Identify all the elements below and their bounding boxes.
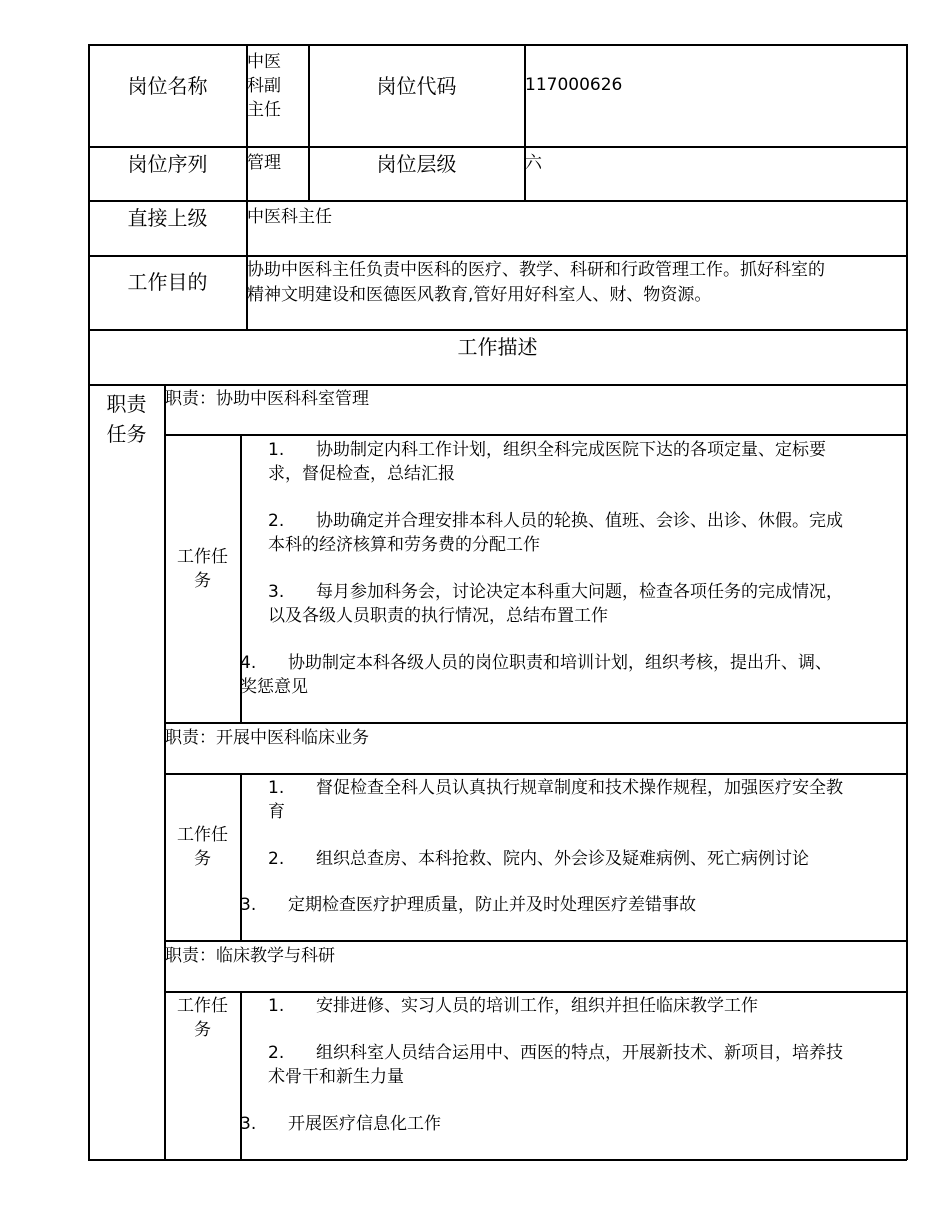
task-label-line: 工作任 xyxy=(177,825,228,845)
task-text-line: 求，督促检查，总结汇报 xyxy=(268,464,455,484)
task-number: 1. xyxy=(268,778,285,798)
task-text-line: 定期检查医疗护理质量，防止并及时处理医疗差错事故 xyxy=(288,895,696,915)
col-divider xyxy=(164,384,166,1160)
row-divider xyxy=(88,146,907,148)
task-text-line: 协助制定本科各级人员的岗位职责和培训计划，组织考核，提出升、调、 xyxy=(288,653,832,673)
task-number: 1. xyxy=(268,996,285,1016)
task-text-line: 以及各级人员职责的执行情况，总结布置工作 xyxy=(268,606,608,626)
task-text-line: 术骨干和新生力量 xyxy=(268,1067,404,1087)
row-divider xyxy=(164,434,907,436)
task-item xyxy=(268,580,908,628)
task-text-line: 每月参加科务会，讨论决定本科重大问题，检查各项任务的完成情况， xyxy=(316,582,843,602)
duties-label-line: 任务 xyxy=(106,422,147,446)
task-label-line: 务 xyxy=(194,849,211,869)
duty-title: 职责：开展中医科临床业务 xyxy=(165,728,369,748)
superior-label: 直接上级 xyxy=(127,206,208,230)
task-text-line: 安排进修、实习人员的培训工作，组织并担任临床教学工作 xyxy=(316,996,758,1016)
table-border-top xyxy=(88,44,907,46)
row-divider xyxy=(88,384,907,386)
duty-title: 职责：临床教学与科研 xyxy=(165,946,335,966)
task-item xyxy=(268,776,908,824)
task-item xyxy=(240,651,905,699)
position-code-label: 岗位代码 xyxy=(376,74,457,98)
position-name-label: 岗位名称 xyxy=(127,74,208,98)
task-text-line: 督促检查全科人员认真执行规章制度和技术操作规程，加强医疗安全教 xyxy=(316,778,843,798)
task-text-line: 组织科室人员结合运用中、西医的特点，开展新技术、新项目，培养技 xyxy=(316,1043,843,1063)
task-number: 3. xyxy=(268,582,285,602)
level-value: 六 xyxy=(525,153,542,173)
duty-title: 职责：协助中医科科室管理 xyxy=(165,389,369,409)
task-text-line: 开展医疗信息化工作 xyxy=(288,1114,441,1134)
task-number: 4. xyxy=(240,653,257,673)
sequence-label: 岗位序列 xyxy=(127,152,208,176)
task-number: 1. xyxy=(268,440,285,460)
sequence-value: 管理 xyxy=(247,153,281,173)
task-label-line: 工作任 xyxy=(177,547,228,567)
row-divider xyxy=(88,329,907,331)
task-label-line: 工作任 xyxy=(177,996,228,1016)
level-label: 岗位层级 xyxy=(376,152,457,176)
row-divider xyxy=(164,773,907,775)
task-item xyxy=(268,509,908,557)
task-text-line: 协助制定内科工作计划，组织全科完成医院下达的各项定量、定标要 xyxy=(316,440,826,460)
task-item xyxy=(268,994,908,1018)
row-divider xyxy=(88,255,907,257)
duties-label-line: 职责 xyxy=(106,392,147,416)
task-number: 2. xyxy=(268,849,285,869)
task-text-line: 育 xyxy=(268,802,285,822)
position-code-value: 117000626 xyxy=(525,75,623,95)
task-number: 3. xyxy=(240,895,257,915)
task-number: 2. xyxy=(268,1043,285,1063)
task-item xyxy=(268,438,908,486)
task-label-line: 务 xyxy=(194,571,211,591)
position-name-value-line: 中医 xyxy=(247,52,281,72)
task-text-line: 组织总查房、本科抢救、院内、外会诊及疑难病例、死亡病例讨论 xyxy=(316,849,809,869)
description-title: 工作描述 xyxy=(457,335,538,359)
task-number: 3. xyxy=(240,1114,257,1134)
task-number: 2. xyxy=(268,511,285,531)
task-item xyxy=(240,893,905,917)
table-border-bottom xyxy=(88,1159,907,1161)
position-name-value-line: 主任 xyxy=(247,100,281,120)
position-name-value-line: 科副 xyxy=(247,76,281,96)
task-item xyxy=(240,1112,905,1136)
superior-value: 中医科主任 xyxy=(247,207,332,227)
row-divider xyxy=(164,722,907,724)
col-divider xyxy=(308,44,310,201)
task-item xyxy=(268,847,908,871)
row-divider xyxy=(164,991,907,993)
purpose-line: 协助中医科主任负责中医科的医疗、教学、科研和行政管理工作。抓好科室的 xyxy=(247,260,825,280)
task-text-line: 奖惩意见 xyxy=(240,677,308,697)
purpose-line: 精神文明建设和医德医风教育,管好用好科室人、财、物资源。 xyxy=(247,285,712,305)
row-divider xyxy=(164,940,907,942)
task-text-line: 本科的经济核算和劳务费的分配工作 xyxy=(268,535,540,555)
purpose-label: 工作目的 xyxy=(127,270,208,294)
task-text-line: 协助确定并合理安排本科人员的轮换、值班、会诊、出诊、休假。完成 xyxy=(316,511,843,531)
col-divider xyxy=(524,44,526,201)
task-item xyxy=(268,1041,908,1089)
row-divider xyxy=(88,200,907,202)
task-label-line: 务 xyxy=(194,1020,211,1040)
